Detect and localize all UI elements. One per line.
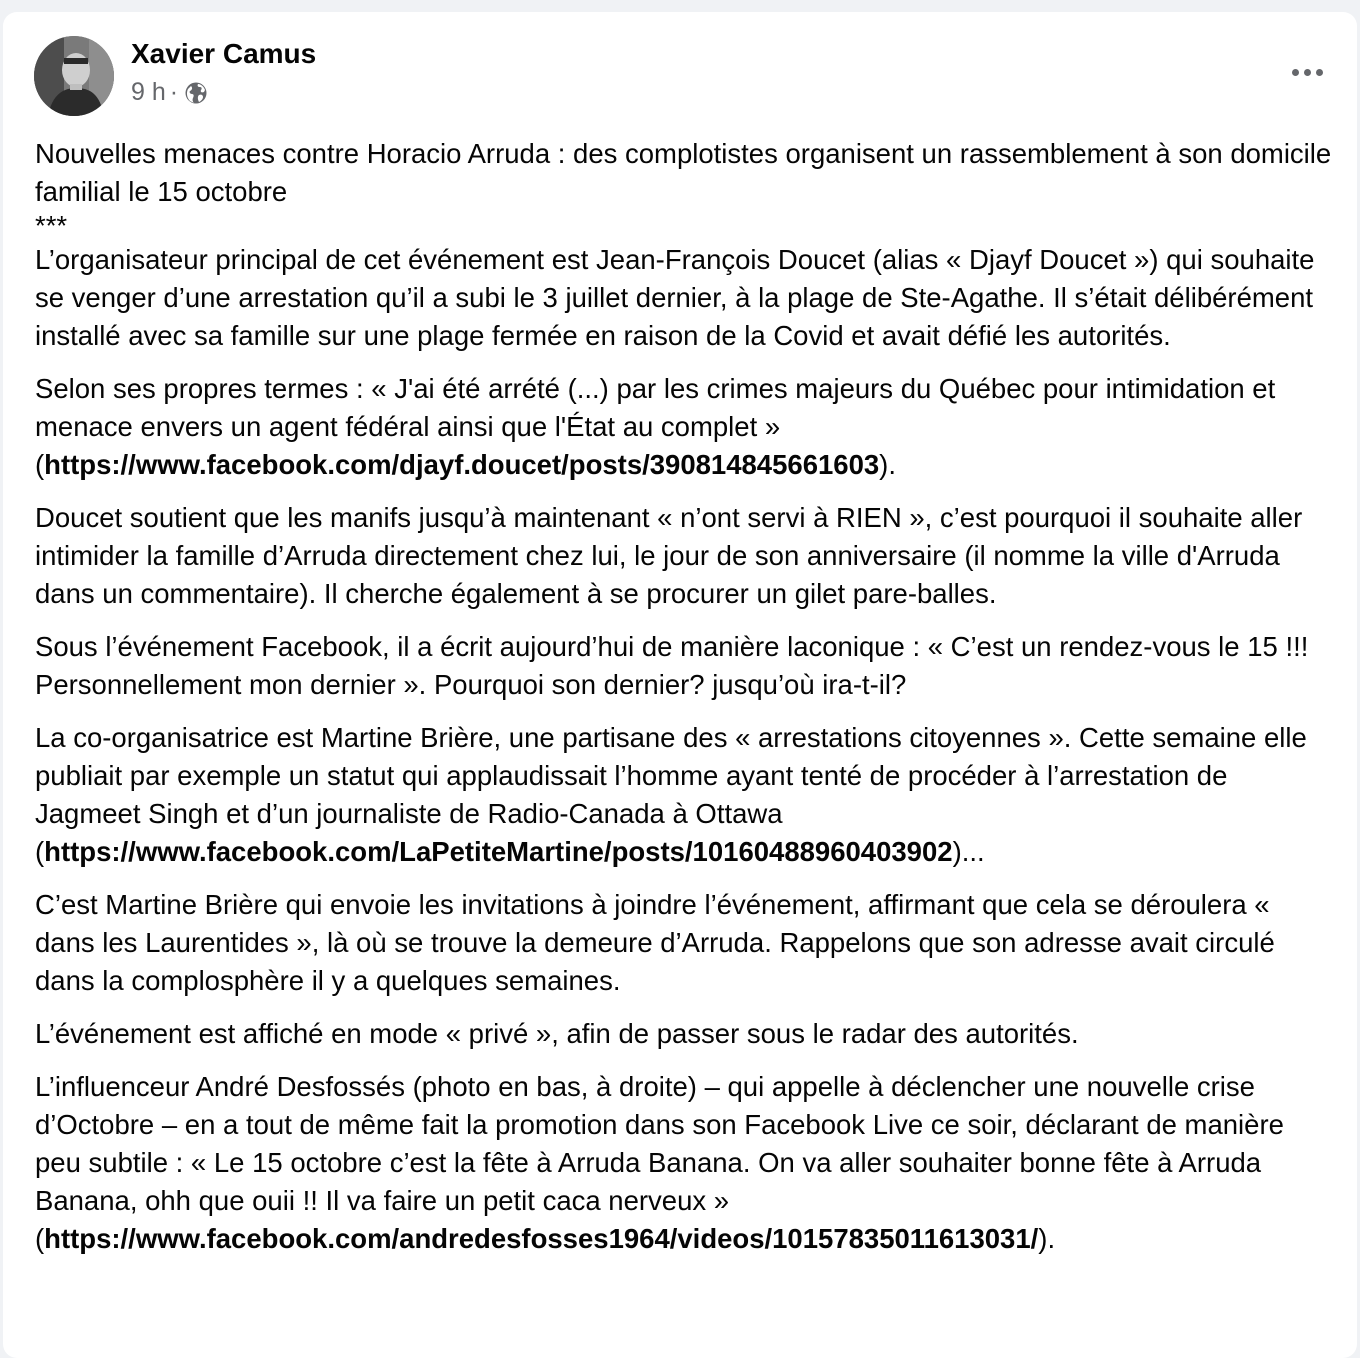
post-paragraph-6 <box>35 719 1335 871</box>
meta-separator: · <box>169 78 179 106</box>
paragraph-6-end: )... <box>952 836 985 867</box>
globe-icon[interactable] <box>184 81 208 105</box>
post-paragraph-8: L’événement est affiché en mode « privé », afin de passer sous le radar des autorités. <box>35 1018 1079 1049</box>
more-options-dot <box>1304 69 1311 76</box>
paragraph-6-text: La co-organisatrice est Martine Brière, une partisane des « arrestations citoyennes ». Cette semaine elle publiait par exemple un statut qui applaudissait l’homme ayant tenté de procéder à l’arrestation de Jagmeet Singh et d’un journaliste de Radio-Canada à Ottawa ( <box>35 722 1307 867</box>
link-djayf-doucet-post[interactable]: https://www.facebook.com/djayf.doucet/posts/390814845661603 <box>44 449 880 480</box>
link-lapetitemartine-post[interactable]: https://www.facebook.com/LaPetiteMartine/posts/10160488960403902 <box>44 836 953 867</box>
post-paragraph-1: Nouvelles menaces contre Horacio Arruda : des complotistes organisent un rassemblement à son domicile familial le 15 octobre <box>35 138 1332 207</box>
paragraph-9-end: ). <box>1038 1223 1056 1254</box>
paragraph-3-text: Selon ses propres termes : « J'ai été arrété (...) par les crimes majeurs du Québec pour intimidation et menace envers un agent fédéral ainsi que l'État au complet » ( <box>35 373 1276 480</box>
post-paragraph-3 <box>35 370 1335 484</box>
avatar-photo-icon <box>34 36 114 116</box>
paragraph-9-text: L’influenceur André Desfossés (photo en bas, à droite) – qui appelle à déclencher une nouvelle crise d’Octobre – en a tout de même fait la promotion dans son Facebook Live ce soir, déclarant de manière peu subtile : « Le 15 octobre c’est la fête à Arruda Banana. On va aller souhaiter bonne fête à Arruda Banana, ohh que ouii !! Il va faire un petit caca nerveux » ( <box>35 1071 1284 1254</box>
post-paragraph-4: Doucet soutient que les manifs jusqu’à maintenant « n’ont servi à RIEN », c’est pourquoi il souhaite aller intimider la famille d’Arruda directement chez lui, le jour de son anniversaire (il nomme la ville d'Arruda dans un commentaire). Il cherche également à se procurer un gilet pare-balles. <box>35 502 1303 609</box>
author-name[interactable]: Xavier Camus <box>131 38 317 69</box>
more-options-dot <box>1316 69 1323 76</box>
post-separator-stars: *** <box>35 210 68 241</box>
more-options-button[interactable] <box>1281 52 1333 92</box>
post-paragraph-9 <box>35 1068 1335 1258</box>
post-paragraph-2: L’organisateur principal de cet événement est Jean-François Doucet (alias « Djayf Doucet ») qui souhaite se venger d’une arrestation qu’il a subi le 3 juillet dernier, à la plage de Ste-Agathe. Il s’était délibérément installé avec sa famille sur une plage fermée en raison de la Covid et avait défié les autorités. <box>35 244 1315 351</box>
link-andredesfosses-video[interactable]: https://www.facebook.com/andredesfosses1964/videos/10157835011613031/ <box>44 1223 1039 1254</box>
post-header <box>3 12 1357 132</box>
post-time[interactable]: 9 h <box>131 78 166 106</box>
post-meta <box>131 78 208 107</box>
post-body <box>35 135 1335 1273</box>
more-options-icon <box>1292 69 1299 76</box>
paragraph-3-end: ). <box>879 449 896 480</box>
post-paragraph-5: Sous l’événement Facebook, il a écrit aujourd’hui de manière laconique : « C’est un rendez-vous le 15 !!! Personnellement mon dernier ». Pourquoi son dernier? jusqu’où ira-t-il? <box>35 631 1309 700</box>
post-card <box>3 12 1357 1358</box>
author-avatar[interactable] <box>34 36 114 116</box>
post-paragraph-7: C’est Martine Brière qui envoie les invitations à joindre l’événement, affirmant que cela se déroulera « dans les Laurentides », là où se trouve la demeure d’Arruda. Rappelons que son adresse avait circulé dans la complosphère il y a quelques semaines. <box>35 889 1275 996</box>
